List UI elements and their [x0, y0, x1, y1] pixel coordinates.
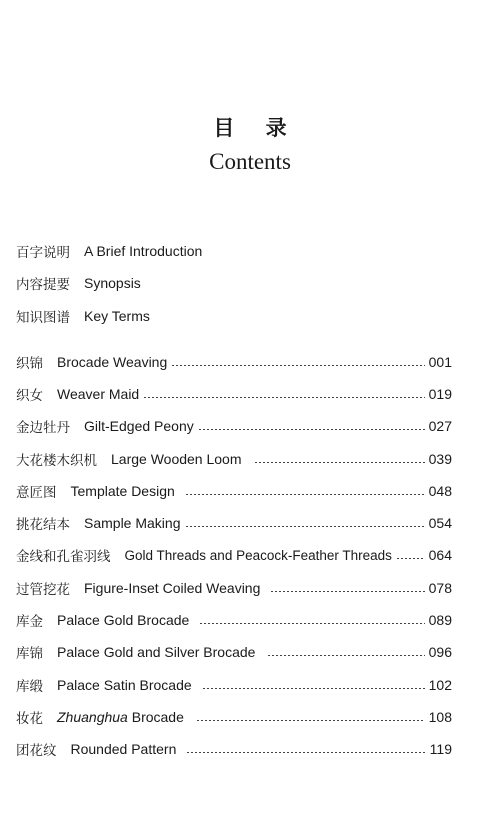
dot-leader [267, 655, 424, 656]
toc-entry-page: 054 [428, 515, 452, 531]
toc-entry[interactable] [16, 415, 452, 437]
toc-entry-cn: 库锦 [16, 646, 43, 662]
toc-entry-en [57, 709, 184, 725]
dot-leader [198, 429, 425, 430]
toc-entry-en: Palace Satin Brocade [57, 677, 192, 693]
dot-leader [185, 494, 425, 495]
toc-entry-page: 039 [428, 451, 452, 467]
dot-leader [202, 688, 425, 689]
toc-entry[interactable] [16, 674, 452, 696]
dot-leader [196, 720, 425, 721]
toc-entry-en-rest: Brocade [127, 709, 184, 725]
contents-title-english: Contents [209, 149, 291, 174]
toc-entry[interactable] [16, 383, 452, 405]
intro-item-cn: 内容提要 [16, 277, 70, 293]
toc-entry-page: 019 [428, 386, 452, 402]
toc-entry[interactable] [16, 706, 452, 728]
toc-entry-page: 078 [428, 580, 452, 596]
toc-entry-en: Brocade Weaving [57, 354, 168, 370]
intro-item[interactable] [16, 240, 452, 262]
dot-leader [185, 526, 425, 527]
toc-entry-cn: 库金 [16, 614, 43, 630]
toc-entry[interactable] [16, 480, 452, 502]
toc-entry-cn: 妆花 [16, 711, 43, 727]
toc-entry-page: 108 [428, 709, 452, 725]
toc-entry-cn: 织女 [16, 388, 43, 404]
toc-entry-page: 001 [428, 354, 452, 370]
toc-entry[interactable] [16, 738, 452, 760]
intro-item-en: Synopsis [84, 275, 141, 291]
toc-entry[interactable] [16, 351, 452, 373]
toc-entry[interactable] [16, 544, 452, 566]
toc-entry-cn: 意匠图 [16, 485, 57, 501]
toc-entry-en: Palace Gold Brocade [57, 612, 190, 628]
toc-entry-page: 027 [428, 418, 452, 434]
toc-entry-en: Rounded Pattern [70, 741, 177, 757]
toc-entry-cn: 金边牡丹 [16, 420, 70, 436]
toc-entry-en: Weaver Maid [57, 386, 140, 402]
toc-entry-en: Sample Making [84, 515, 181, 531]
toc-entry-page: 119 [429, 741, 452, 757]
contents-title-chinese: 目 录 [213, 116, 299, 140]
intro-item[interactable] [16, 305, 452, 327]
toc-entry-page: 048 [428, 483, 452, 499]
intro-item-en: A Brief Introduction [84, 243, 203, 259]
toc-entry[interactable] [16, 512, 452, 534]
toc-entry-cn: 过管挖花 [16, 582, 70, 598]
toc-entry-cn: 织锦 [16, 356, 43, 372]
toc-entry[interactable] [16, 641, 452, 663]
toc-entry[interactable] [16, 448, 452, 470]
toc-entry[interactable] [16, 577, 452, 599]
dot-leader [396, 558, 425, 559]
toc-entry-cn: 大花楼木织机 [16, 453, 97, 469]
toc-entry[interactable] [16, 609, 452, 631]
toc-entry-page: 089 [428, 612, 452, 628]
dot-leader [143, 397, 424, 398]
toc-entry-en: Figure-Inset Coiled Weaving [84, 580, 261, 596]
toc-entry-cn: 挑花结本 [16, 517, 70, 533]
intro-item-cn: 百字说明 [16, 245, 70, 261]
toc-entry-cn: 金线和孔雀羽线 [16, 549, 111, 565]
dot-leader [199, 623, 424, 624]
dot-leader [254, 462, 425, 463]
toc-entry-en: Template Design [70, 483, 175, 499]
toc-entry-en: Palace Gold and Silver Brocade [57, 644, 256, 660]
toc-entry-en: Large Wooden Loom [111, 451, 242, 467]
toc-entry-en: Gold Threads and Peacock-Feather Threads [124, 547, 392, 563]
toc-entry-page: 064 [428, 547, 452, 563]
toc-entry-cn: 库缎 [16, 679, 43, 695]
toc-entry-page: 096 [428, 644, 452, 660]
intro-item[interactable] [16, 272, 452, 294]
intro-item-cn: 知识图谱 [16, 310, 70, 326]
intro-item-en: Key Terms [84, 308, 150, 324]
toc-entry-en: Gilt-Edged Peony [84, 418, 194, 434]
dot-leader [186, 752, 425, 753]
toc-entry-en-italic: Zhuanghua [57, 709, 128, 725]
toc-entry-page: 102 [428, 677, 452, 693]
dot-leader [270, 591, 424, 592]
toc-entry-cn: 团花纹 [16, 743, 57, 759]
dot-leader [171, 365, 424, 366]
